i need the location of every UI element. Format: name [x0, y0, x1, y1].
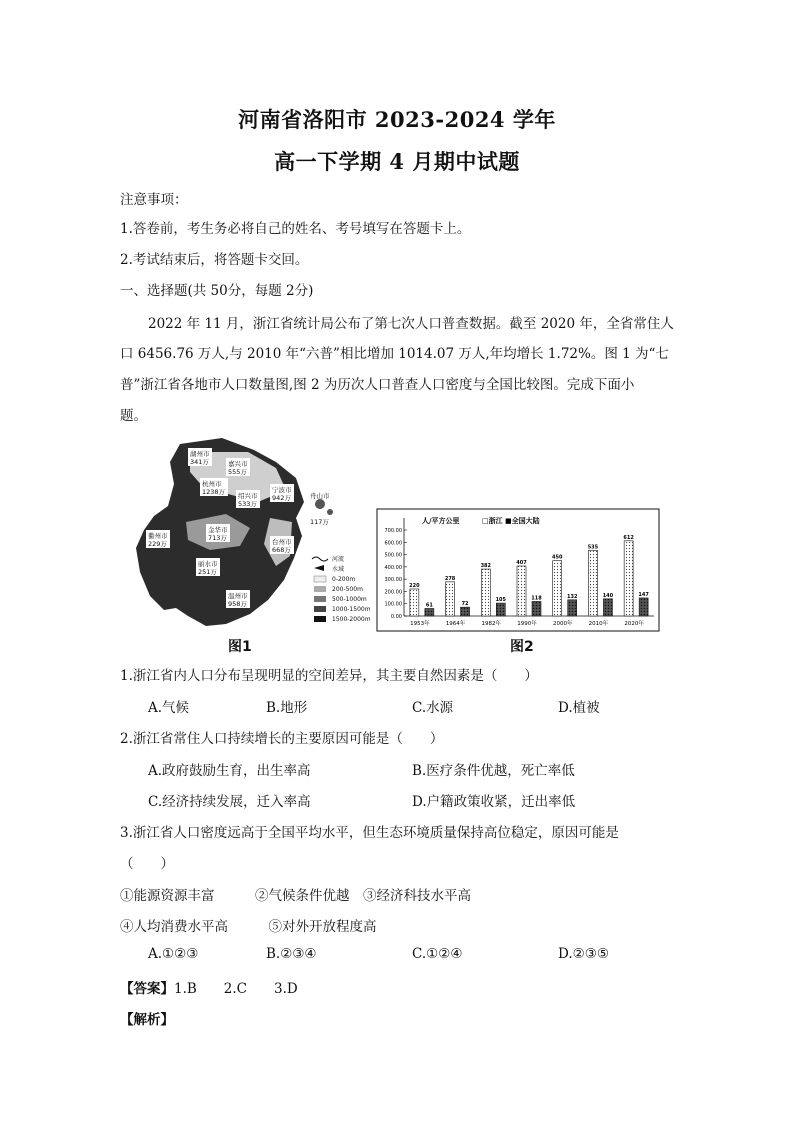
- city-name-taizhou: 台州市: [272, 538, 292, 546]
- city-pop-ningbo: 942万: [272, 494, 291, 502]
- city-pop-lishui: 251万: [198, 568, 217, 576]
- bar-value-label: 382: [480, 563, 492, 570]
- passage-line-4: 题。: [120, 408, 147, 424]
- bar-national: [496, 603, 505, 616]
- q3-option-c[interactable]: C.①②④: [412, 946, 463, 962]
- bar-national: [568, 600, 577, 616]
- figure2-caption: 图2: [510, 639, 534, 655]
- city-name-jinhua: 金华市: [208, 526, 228, 534]
- city-pop-jiaxing: 555万: [228, 468, 247, 476]
- map-legend: [312, 555, 370, 623]
- chart-legend: □浙江 ■全国大陆: [482, 517, 540, 525]
- x-tick-label: 1953年: [410, 621, 430, 627]
- passage-line-3: 普”浙江省各地市人口数量图,图 2 为历次人口普查人口密度与全国比较图。完成下面小: [120, 377, 635, 393]
- q1-option-a[interactable]: A.气候: [148, 700, 190, 716]
- island-2: [327, 509, 333, 515]
- city-name-ningbo: 宁波市: [272, 486, 292, 494]
- q3-items-line2: ④人均消费水平高 ⑤对外开放程度高: [120, 919, 377, 935]
- bar-national: [461, 607, 470, 616]
- city-name-zhoushan: 舟山市: [310, 492, 330, 500]
- city-pop-huzhou: 341万: [190, 458, 209, 466]
- bar-value-label: 220: [409, 582, 420, 589]
- city-name-jiaxing: 嘉兴市: [228, 460, 248, 468]
- bar-value-label: 450: [551, 554, 563, 561]
- bar-value-label: 118: [531, 595, 542, 602]
- city-name-huzhou: 湖州市: [190, 450, 210, 458]
- y-tick-label: 400.00: [384, 564, 402, 571]
- legend-1000-1500: 1000-1500m: [332, 606, 370, 613]
- y-tick-label: 100.00: [384, 601, 402, 608]
- q3-option-a[interactable]: A.①②③: [148, 946, 199, 962]
- bar-value-label: 407: [516, 559, 527, 566]
- island-1: [315, 499, 325, 509]
- bar-national: [603, 599, 612, 616]
- x-tick-label: 1964年: [445, 621, 466, 627]
- density-bar-chart: [376, 508, 660, 632]
- legend-200-500: 200-500m: [332, 586, 363, 593]
- bar-zhejiang: [517, 566, 526, 616]
- y-tick-label: 500.00: [384, 552, 402, 559]
- bar-zhejiang: [410, 589, 419, 616]
- legend-water: 水域: [332, 566, 345, 573]
- answer-label: 【答案】: [120, 981, 174, 997]
- bar-value-label: 61: [425, 602, 433, 609]
- y-tick-label: 0.00: [390, 614, 402, 620]
- city-name-hangzhou: 杭州市: [202, 480, 222, 488]
- q1-option-b[interactable]: B.地形: [266, 700, 308, 716]
- x-tick-label: 1982年: [481, 621, 502, 627]
- city-pop-shaoxing: 533万: [238, 500, 257, 508]
- city-name-wenzhou: 温州市: [228, 592, 248, 600]
- bar-value-label: 612: [623, 534, 634, 541]
- section-heading: 一、选择题(共 50分，每题 2分): [120, 283, 314, 299]
- y-tick-label: 300.00: [384, 577, 402, 584]
- bar-national: [639, 598, 648, 616]
- exam-title-line1: 河南省洛阳市 2023-2024 学年: [238, 107, 556, 132]
- exam-title-line2: 高一下学期 4 月期中试题: [274, 149, 520, 174]
- chart-unit-label: 人/平方公里: [422, 517, 460, 525]
- q1-option-c[interactable]: C.水源: [412, 700, 454, 716]
- notes-item-1: 1.答卷前，考生务必将自己的姓名、考号填写在答题卡上。: [120, 221, 471, 237]
- q3-paren: （ ）: [120, 856, 174, 872]
- q3-stem: 3.浙江省人口密度远高于全国平均水平，但生态环境质量保持高位稳定，原因可能是: [120, 825, 619, 841]
- notes-heading: 注意事项：: [120, 192, 188, 208]
- bar-zhejiang: [588, 550, 597, 616]
- x-tick-label: 2020年: [624, 621, 644, 627]
- bar-zhejiang: [481, 569, 490, 616]
- y-tick-label: 200.00: [384, 589, 402, 596]
- figure2-chart: [376, 508, 660, 632]
- bar-national: [532, 602, 541, 616]
- zhejiang-map-svg: [130, 432, 370, 632]
- q2-option-d[interactable]: D.户籍政策收紧，迁出率低: [412, 794, 576, 810]
- city-pop-zhoushan: 117万: [310, 518, 329, 526]
- city-pop-hangzhou: 1238万: [202, 488, 226, 496]
- y-tick-label: 700.00: [384, 528, 402, 534]
- bar-value-label: 278: [444, 575, 456, 582]
- city-name-quzhou: 衢州市: [148, 532, 168, 540]
- q3-option-d[interactable]: D.②③⑤: [558, 946, 609, 962]
- legend-river: 河流: [332, 556, 345, 563]
- legend-500-1000: 500-1000m: [332, 596, 367, 603]
- q3-items-line1: ①能源资源丰富 ②气候条件优越 ③经济科技水平高: [120, 888, 471, 904]
- q2-stem: 2.浙江省常住人口持续增长的主要原因可能是（ ）: [120, 731, 444, 747]
- bar-zhejiang: [553, 561, 562, 616]
- city-name-lishui: 丽水市: [198, 560, 218, 568]
- city-name-shaoxing: 绍兴市: [238, 492, 258, 500]
- x-tick-label: 2010年: [588, 621, 609, 627]
- bar-national: [425, 609, 434, 616]
- bar-value-label: 147: [638, 591, 649, 598]
- y-tick-label: 600.00: [384, 540, 402, 547]
- q3-option-b[interactable]: B.②③④: [266, 946, 317, 962]
- x-tick-label: 1990年: [517, 621, 537, 627]
- city-pop-jinhua: 713万: [208, 534, 227, 542]
- bar-value-label: 105: [495, 597, 507, 604]
- notes-item-2: 2.考试结束后，将答题卡交回。: [120, 252, 309, 268]
- figure1-caption: 图1: [228, 639, 252, 655]
- passage-line-2: 口 6456.76 万人,与 2010 年“六普”相比增加 1014.07 万人,年均增长 1.72%。图 1 为“七: [120, 346, 669, 362]
- q1-option-d[interactable]: D.植被: [558, 700, 600, 716]
- x-tick-label: 2000年: [552, 621, 573, 627]
- answer-row: [120, 977, 298, 997]
- q2-option-c[interactable]: C.经济持续发展，迁入率高: [148, 794, 311, 810]
- bar-value-label: 132: [566, 593, 578, 600]
- city-pop-taizhou: 668万: [272, 546, 291, 554]
- bar-value-label: 535: [587, 544, 599, 551]
- bar-value-label: 72: [461, 601, 469, 608]
- analysis-label: 【解析】: [120, 1012, 174, 1028]
- passage-line-1: 2022 年 11 月，浙江省统计局公布了第七次人口普查数据。截至 2020 年，全省常住人: [148, 316, 674, 332]
- q1-stem: 1.浙江省内人口分布呈现明显的空间差异，其主要自然因素是（ ）: [120, 668, 538, 684]
- city-pop-quzhou: 229万: [148, 540, 167, 548]
- q2-option-a[interactable]: A.政府鼓励生育，出生率高: [148, 763, 311, 779]
- bar-value-label: 140: [602, 592, 614, 599]
- q2-option-b[interactable]: B.医疗条件优越，死亡率低: [412, 763, 575, 779]
- bar-zhejiang: [446, 582, 455, 616]
- legend-0-200: 0-200m: [332, 576, 356, 583]
- legend-1500-2000: 1500-2000m: [332, 616, 370, 623]
- figure1-map: [130, 432, 370, 632]
- bar-zhejiang: [624, 541, 633, 616]
- answer-text: 1.B 2.C 3.D: [174, 981, 298, 997]
- city-pop-wenzhou: 958万: [228, 600, 247, 608]
